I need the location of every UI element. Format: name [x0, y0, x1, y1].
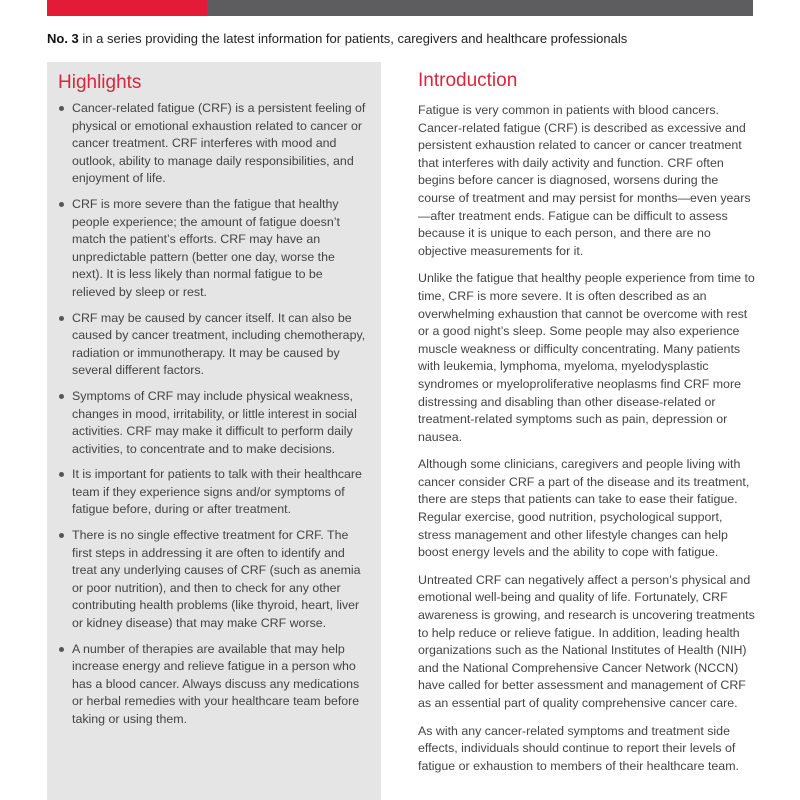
introduction-paragraph: Fatigue is very common in patients with blood cancers. Cancer-related fatigue (CRF) is described as excessive and persistent exhaustion related to cancer or cancer treatment that interferes with daily activity and function. CRF often begins before cancer is diagnosed, worsens during the course of treatment and may persist for months—even years—after treatment ends. Fatigue can be difficult to assess because it is unique to each person, and there are no objective measurements for it. — [418, 103, 751, 258]
series-number: No. 3 — [47, 31, 79, 46]
highlights-list — [58, 100, 367, 729]
introduction-paragraph: Unlike the fatigue that healthy people experience from time to time, CRF is more severe. It is often described as an overwhelming exhaustion that cannot be overcome with rest or a good night’s sleep. Some people may also experience muscle weakness or difficulty concentrating. Many patients with leukemia, lymphoma, myeloma, myelodysplastic syndromes or myeloproliferative neoplasms find CRF more distressing and disabling than other disease-related or treatment-related symptoms such as pain, depression or nausea. — [418, 271, 755, 444]
series-line — [47, 31, 767, 46]
highlights-title: Highlights — [58, 72, 142, 93]
introduction-paragraph: Although some clinicians, caregivers and people living with cancer consider CRF a part of the disease and its treatment, there are steps that patients can take to ease their fatigue. Regular exercise, good nutrition, psychological support, stress management and other lifestyle changes can help boost energy levels and the ability to cope with fatigue. — [418, 457, 750, 560]
series-description: in a series providing the latest information for patients, caregivers and healthcare professionals — [78, 31, 628, 46]
highlight-item: Cancer-related fatigue (CRF) is a persistent feeling of physical or emotional exhaustion related to cancer or cancer treatment. CRF interferes with mood and outlook, ability to manage daily responsibilities, and enjoyment of life. — [58, 100, 367, 188]
introduction-paragraph: Untreated CRF can negatively affect a person’s physical and emotional well-being and quality of life. Fortunately, CRF awareness is growing, and research is uncovering treatments to help reduce or relieve fatigue. In addition, leading health organizations such as the National Institutes of Health (NIH) and the National Comprehensive Cancer Network (NCCN) have called for better assessment and management of CRF as an essential part of quality comprehensive cancer care. — [418, 572, 755, 710]
highlight-item: CRF may be caused by cancer itself. It can also be caused by cancer treatment, including chemotherapy, radiation or immunotherapy. It may be caused by several different factors. — [58, 310, 367, 380]
highlight-item: There is no single effective treatment for CRF. The first steps in addressing it are often to identify and treat any underlying causes of CRF (such as anemia or poor nutrition), and then to check for any other contributing health problems (like thyroid, heart, liver or kidney disease) that may make CRF worse. — [58, 527, 367, 633]
highlight-item: It is important for patients to talk with their healthcare team if they experience signs and/or symptoms of fatigue before, during or after treatment. — [58, 466, 367, 519]
header-bar — [47, 0, 753, 16]
header-accent — [47, 0, 207, 16]
highlight-item: CRF is more severe than the fatigue that healthy people experience; the amount of fatigue doesn’t match the patient’s efforts. CRF may have an unpredictable pattern (better one day, worse the next). It is less likely than normal fatigue to be relieved by sleep or rest. — [58, 196, 367, 302]
introduction-paragraph: As with any cancer-related symptoms and treatment side effects, individuals should continue to report their levels of fatigue or exhaustion to members of their healthcare team. — [418, 723, 739, 773]
highlight-item: A number of therapies are available that may help increase energy and relieve fatigue in a person who has a blood cancer. Always discuss any medications or herbal remedies with your healthcare team before taking or using them. — [58, 641, 367, 729]
highlights-box — [47, 62, 381, 800]
highlight-item: Symptoms of CRF may include physical weakness, changes in mood, irritability, or little interest in social activities. CRF may make it difficult to perform daily activities, to concentrate and to make decisions. — [58, 388, 367, 458]
introduction-title: Introduction — [418, 70, 518, 91]
introduction-section — [418, 70, 756, 785]
